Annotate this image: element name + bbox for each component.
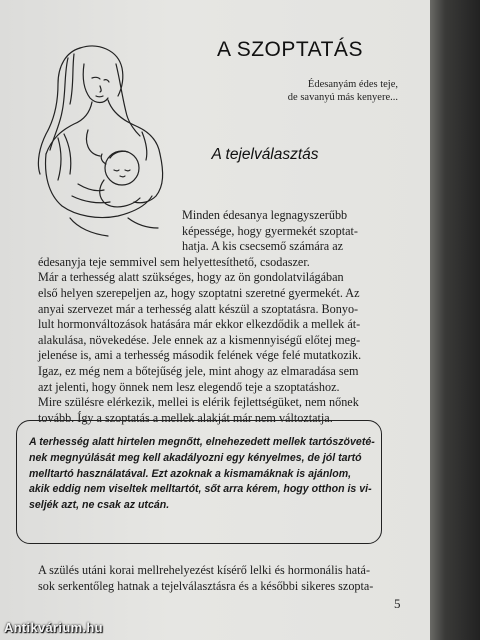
text-line: tovább. Így a szoptatás a mellek alakját már nem változtatja. xyxy=(38,410,333,425)
page-edge-shadow xyxy=(430,0,480,640)
callout-line: melltartó használatával. Ezt azoknak a kismamáknak is ajánlom, xyxy=(29,467,352,480)
epigraph xyxy=(198,78,398,104)
text-line: Igaz, ez még nem a bőtejűség jele, mint ahogy az elmaradása sem xyxy=(38,363,359,378)
callout-line: seljék azt, ne csak az utcán. xyxy=(29,499,170,512)
text-line: jelenése is, ami a terhesség második felének vége felé mutatkozik. xyxy=(38,348,362,363)
text-line: anyai szervezet már a terhesség alatt készül a szoptatásra. Bonyo- xyxy=(38,301,359,316)
page-number: 5 xyxy=(394,596,401,611)
body-paragraph xyxy=(38,563,400,594)
indented-lines xyxy=(38,208,400,255)
text-line: Minden édesanya legnagyszerűbb xyxy=(182,208,348,222)
callout-line: nek megnyúlását meg kell akadályozni egy kényelmes, de jól tartó xyxy=(29,451,362,464)
text-line: hatja. A kis csecsemő számára az xyxy=(182,239,344,254)
callout-box xyxy=(16,420,382,544)
chapter-title: A SZOPTATÁS xyxy=(217,38,363,61)
callout-line: A terhesség alatt hirtelen megnőtt, elnehezedett mellek tartószöveté- xyxy=(29,436,375,448)
text-line: Mire szülésre elérkezik, mellei is elérik fejlettségüket, nem nőnek xyxy=(38,395,359,410)
epigraph-line: Édesanyám édes teje, xyxy=(307,79,398,90)
text-line: azt jelenti, hogy önnek nem lesz elegendő teje a szoptatáshoz. xyxy=(38,379,340,394)
callout-line: akik eddig nem viseltek melltartót, sőt arra kérem, hogy otthon is vi- xyxy=(29,483,372,496)
text-line: első helyen szerepeljen az, hogy szoptatni szeretné gyermekét. Az xyxy=(38,285,360,300)
text-line: édesanyja teje semmivel sem helyettesíthető, csodaszer. xyxy=(38,254,310,269)
epigraph-line: de savanyú más kenyere... xyxy=(287,92,398,103)
body-paragraph xyxy=(38,208,400,426)
text-line: A szülés utáni korai mellrehelyezést kísérő lelki és hormonális hatá- xyxy=(38,563,371,577)
text-line: alakulása, növekedése. Jele ennek az a kismennyiségű előtej meg- xyxy=(38,332,361,347)
text-line: sok serkentőleg hatnak a tejelválasztásra és a későbbi sikeres szopta- xyxy=(38,578,374,593)
text-line: lult hormonváltozások hatására már ekkor elkezdődik a mellek át- xyxy=(38,317,361,332)
watermark: Antikvárium.hu xyxy=(4,620,103,635)
text-line: Már a terhesség alatt szükséges, hogy az ön gondolatvilágában xyxy=(38,270,344,285)
section-subtitle: A tejelválasztás xyxy=(211,146,319,163)
text-line: képessége, hogy gyermekét szoptat- xyxy=(182,223,358,238)
